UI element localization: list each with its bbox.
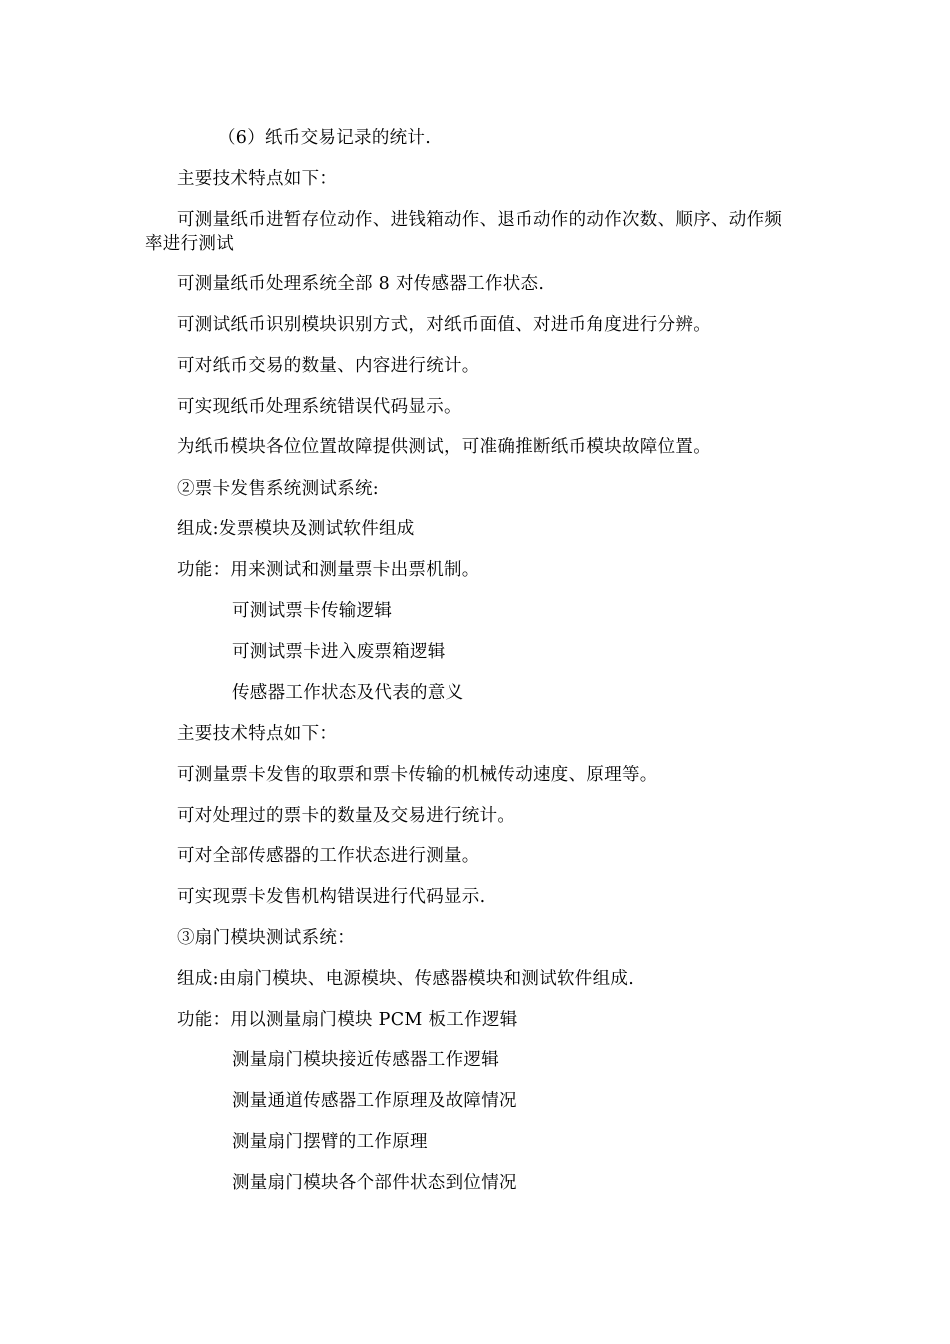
- paragraph-gate-function: 功能：用以测量扇门模块 PCM 板工作逻辑: [177, 1010, 518, 1030]
- paragraph-feature-banknote-actions-cont: 率进行测试: [145, 234, 234, 254]
- paragraph-ticket-function-item-2: 可测试票卡进入废票箱逻辑: [232, 642, 446, 662]
- paragraph-ticket-composition: 组成:发票模块及测试软件组成: [177, 519, 415, 539]
- paragraph-ticket-feature-1: 可测量票卡发售的取票和票卡传输的机械传动速度、原理等。: [177, 765, 658, 785]
- paragraph-gate-function-item-1: 测量扇门模块接近传感器工作逻辑: [232, 1050, 499, 1070]
- paragraph-feature-sensors: 可测量纸币处理系统全部 8 对传感器工作状态.: [177, 274, 545, 294]
- paragraph-feature-stats: 可对纸币交易的数量、内容进行统计。: [177, 356, 480, 376]
- paragraph-feature-error-code: 可实现纸币处理系统错误代码显示。: [177, 397, 462, 417]
- paragraph-ticket-function-item-1: 可测试票卡传输逻辑: [232, 601, 393, 621]
- paragraph-gate-function-item-3: 测量扇门摆臂的工作原理: [232, 1132, 428, 1152]
- paragraph-feature-recognition: 可测试纸币识别模块识别方式，对纸币面值、对进币角度进行分辨。: [177, 315, 711, 335]
- paragraph-gate-function-item-4: 测量扇门模块各个部件状态到位情况: [232, 1173, 517, 1193]
- paragraph-ticket-function-item-3: 传感器工作状态及代表的意义: [232, 683, 464, 703]
- paragraph-ticket-feature-2: 可对处理过的票卡的数量及交易进行统计。: [177, 806, 516, 826]
- heading-gate-system: ③扇门模块测试系统：: [177, 928, 355, 948]
- heading-main-features-1: 主要技术特点如下：: [177, 169, 338, 189]
- paragraph-ticket-feature-3: 可对全部传感器的工作状态进行测量。: [177, 846, 480, 866]
- heading-main-features-2: 主要技术特点如下：: [177, 724, 338, 744]
- paragraph-gate-composition: 组成:由扇门模块、电源模块、传感器模块和测试软件组成.: [177, 969, 635, 989]
- paragraph-ticket-function: 功能：用来测试和测量票卡出票机制。: [177, 560, 480, 580]
- paragraph-ticket-feature-4: 可实现票卡发售机构错误进行代码显示.: [177, 887, 486, 907]
- paragraph-feature-banknote-actions: 可测量纸币进暂存位动作、进钱箱动作、退币动作的动作次数、顺序、动作频: [177, 210, 783, 230]
- paragraph-banknote-stats: （6）纸币交易记录的统计.: [218, 128, 432, 148]
- paragraph-gate-function-item-2: 测量通道传感器工作原理及故障情况: [232, 1091, 517, 1111]
- heading-ticket-system: ②票卡发售系统测试系统:: [177, 479, 379, 499]
- paragraph-feature-fault-location: 为纸币模块各位位置故障提供测试，可准确推断纸币模块故障位置。: [177, 437, 711, 457]
